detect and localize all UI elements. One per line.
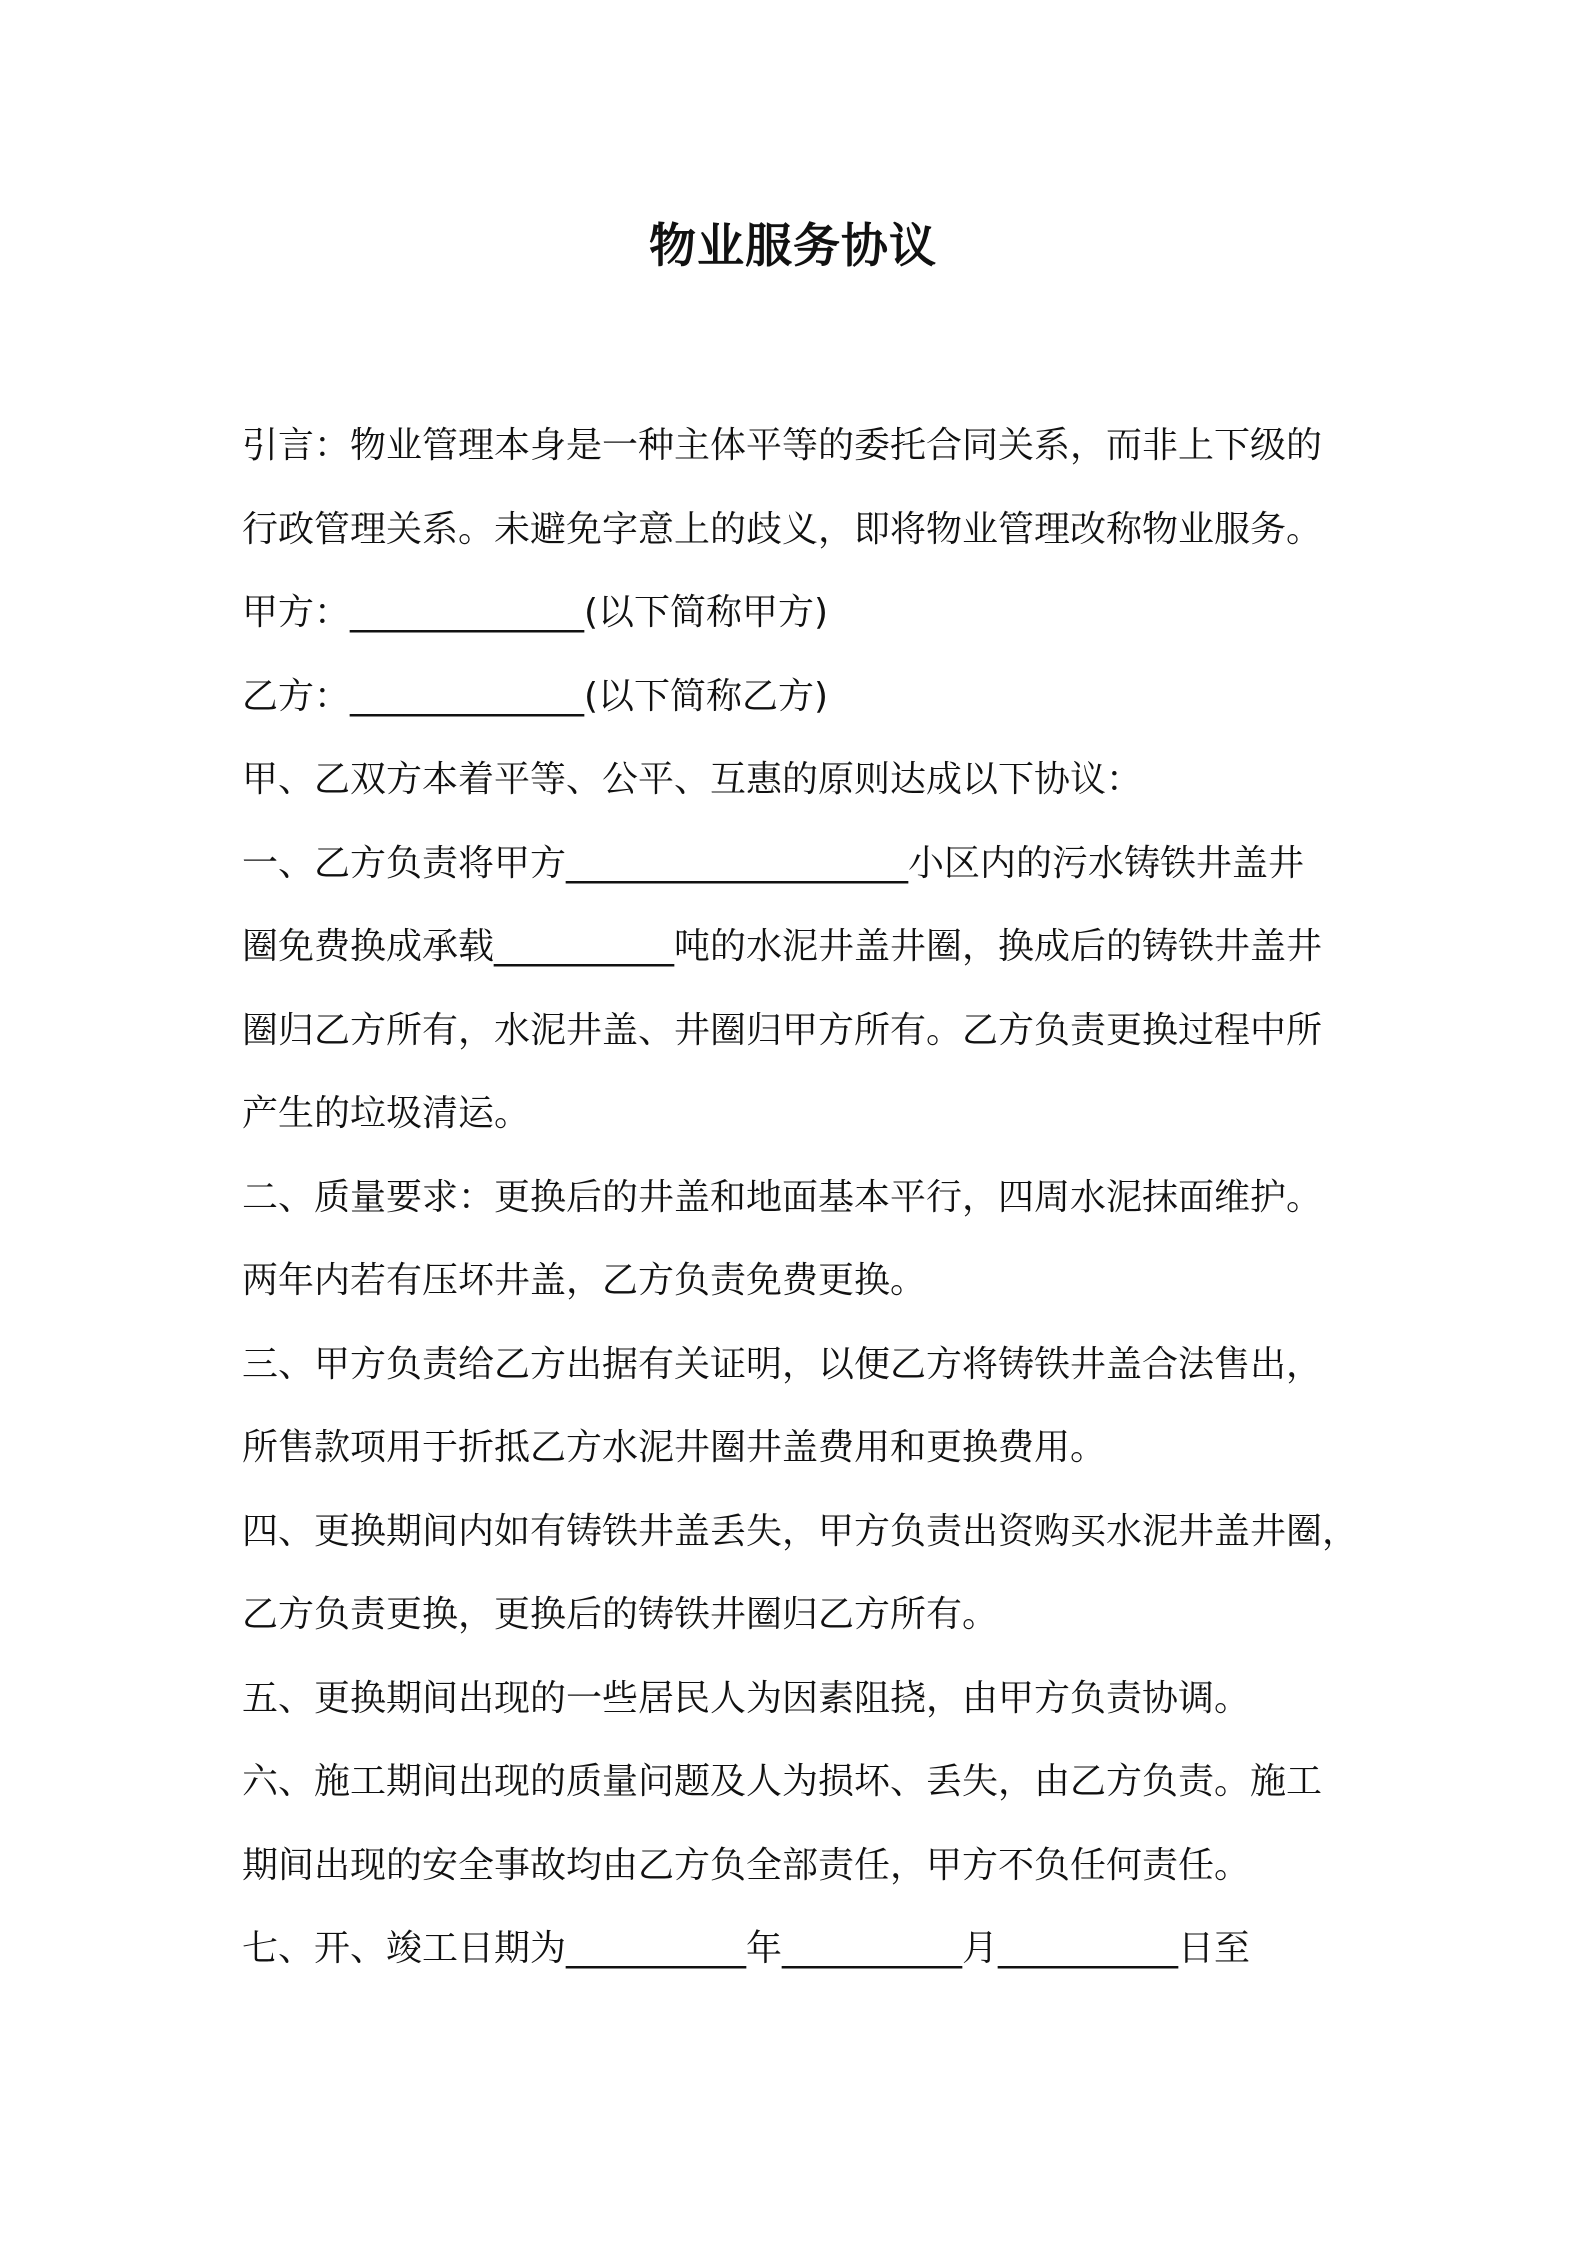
clause-1-line-4: 产生的垃圾清运。 — [242, 1093, 531, 1134]
clause-4-line-1: 四、更换期间内如有铸铁井盖丢失，甲方负责出资购买水泥井盖井圈， — [242, 1510, 1359, 1552]
text-line-intro-1: 引言：物业管理本身是一种主体平等的委托合同关系，而非上下级的 — [242, 425, 1323, 466]
document-body — [242, 404, 1359, 1991]
clause-5-line-1: 五、更换期间出现的一些居民人为因素阻挠，由甲方负责协调。 — [242, 1677, 1251, 1719]
party-b-line: 乙方：_____________(以下简称乙方) — [242, 675, 829, 717]
clause-1-line-2: 圈免费换成承载__________吨的水泥井盖井圈，换成后的铸铁井盖井 — [242, 926, 1323, 967]
party-a-line: 甲方：_____________(以下简称甲方) — [242, 592, 829, 633]
text-line-intro-2: 行政管理关系。未避免字意上的歧义，即将物业管理改称物业服务。 — [242, 508, 1323, 550]
agreement-preamble: 甲、乙双方本着平等、公平、互惠的原则达成以下协议： — [242, 759, 1143, 800]
clause-1-line-3: 圈归乙方所有，水泥井盖、井圈归甲方所有。乙方负责更换过程中所 — [242, 1009, 1323, 1051]
clause-4-line-2: 乙方负责更换，更换后的铸铁井圈归乙方所有。 — [242, 1594, 999, 1635]
clause-6-line-2: 期间出现的安全事故均由乙方负全部责任，甲方不负任何责任。 — [242, 1844, 1251, 1886]
clause-2-line-2: 两年内若有压坏井盖，乙方负责免费更换。 — [242, 1260, 927, 1301]
document-title: 物业服务协议 — [649, 219, 937, 274]
clause-2-line-1: 二、质量要求：更换后的井盖和地面基本平行，四周水泥抹面维护。 — [242, 1176, 1323, 1218]
clause-3-line-1: 三、甲方负责给乙方出据有关证明，以便乙方将铸铁井盖合法售出， — [242, 1343, 1323, 1385]
clause-6-line-1: 六、施工期间出现的质量问题及人为损坏、丢失，由乙方负责。施工 — [242, 1761, 1323, 1802]
clause-7-line-1: 七、开、竣工日期为__________年__________月__________日至 — [242, 1928, 1251, 1969]
clause-1-line-1: 一、乙方负责将甲方___________________小区内的污水铸铁井盖井 — [242, 842, 1305, 884]
clause-3-line-2: 所售款项用于折抵乙方水泥井圈井盖费用和更换费用。 — [242, 1427, 1107, 1468]
